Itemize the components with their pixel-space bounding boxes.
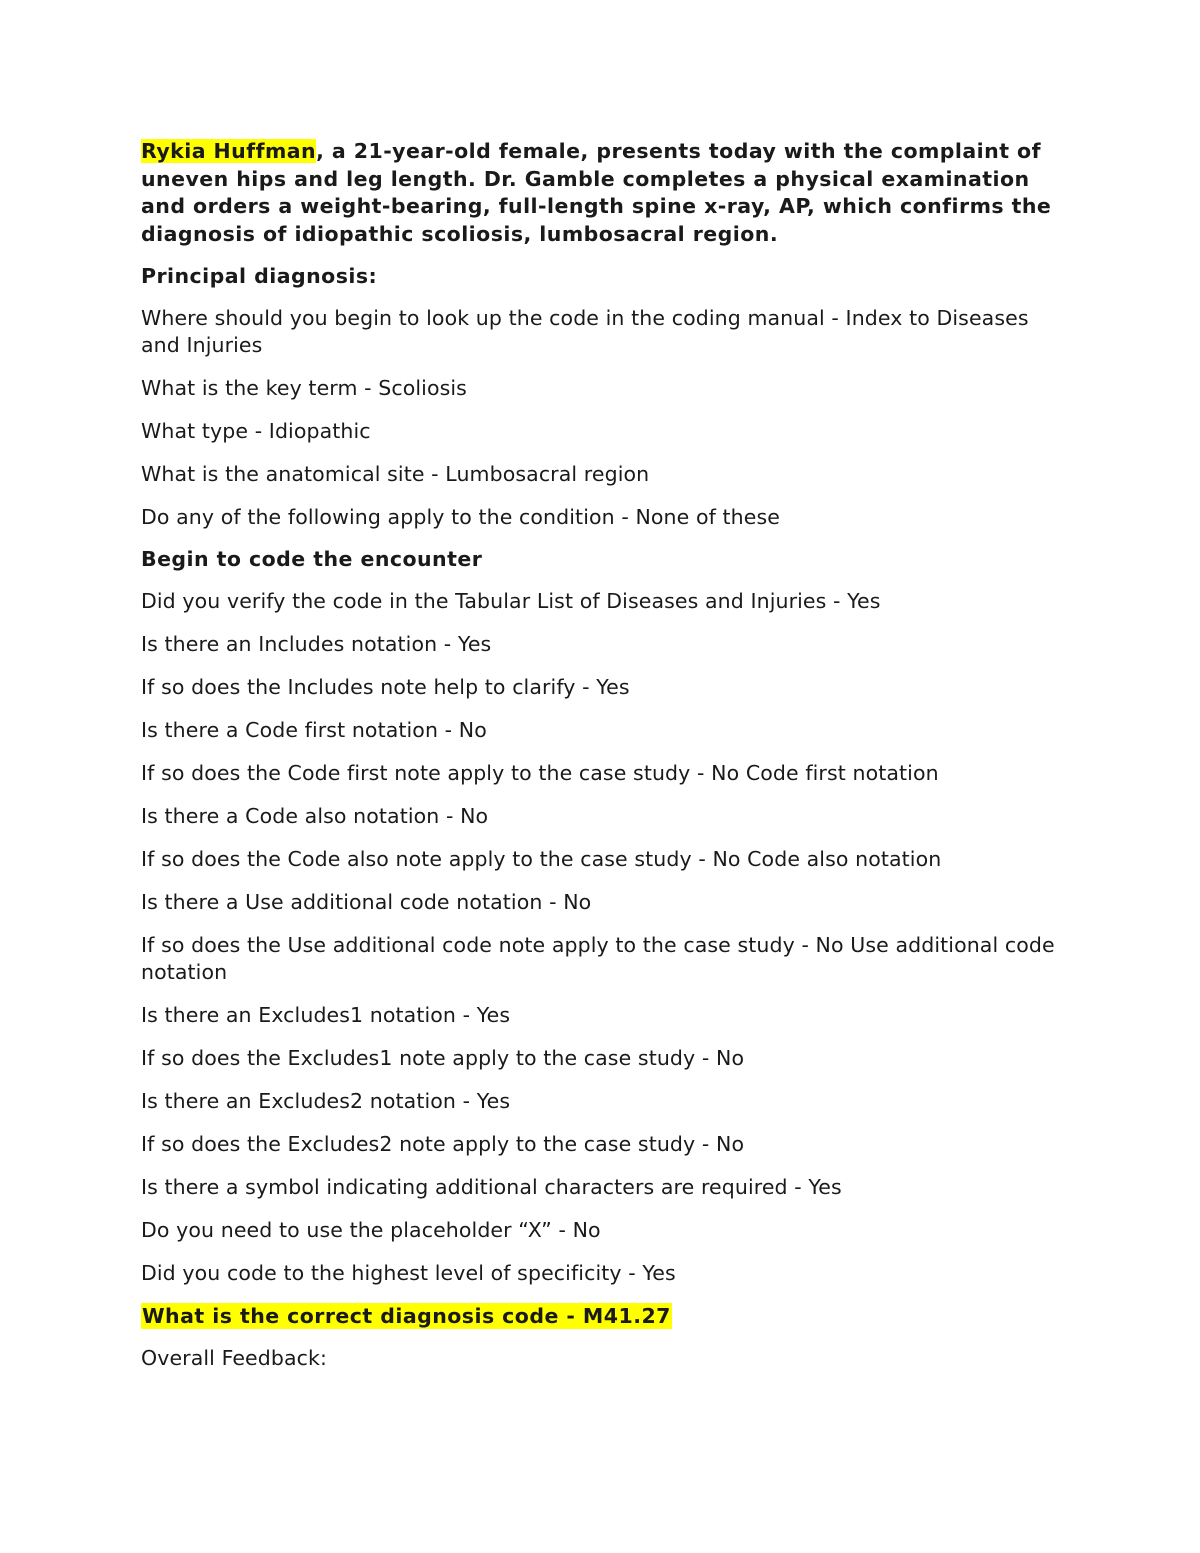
encounter-item: Is there an Excludes2 notation - Yes xyxy=(141,1089,511,1113)
document-page xyxy=(141,138,1061,1388)
encounter-item: If so does the Code first note apply to the case study - No Code first notation xyxy=(141,761,939,785)
encounter-item: If so does the Use additional code note apply to the case study - No Use additional code notation xyxy=(141,933,1055,984)
principal-item: Where should you begin to look up the code in the coding manual - Index to Diseases and Injuries xyxy=(141,306,1029,357)
encounter-item: Do you need to use the placeholder “X” - No xyxy=(141,1218,601,1242)
principal-diagnosis-heading: Principal diagnosis: xyxy=(141,264,378,288)
case-description: , a 21-year-old female, presents today with the complaint of uneven hips and leg length. Dr. Gamble completes a physical examination and orders a weight-bearing, full-length spine x-ray, AP, which confirms the diagnosis of idiopathic scoliosis, lumbosacral region. xyxy=(141,139,1052,246)
encounter-item: Is there a Code also notation - No xyxy=(141,804,489,828)
patient-name: Rykia Huffman xyxy=(141,139,317,163)
case-intro xyxy=(141,138,1061,248)
principal-item: What is the anatomical site - Lumbosacral region xyxy=(141,462,650,486)
diagnosis-code-highlight: What is the correct diagnosis code - M41.27 xyxy=(142,1304,671,1328)
overall-feedback: Overall Feedback: xyxy=(141,1346,328,1370)
encounter-item: If so does the Excludes1 note apply to the case study - No xyxy=(141,1046,745,1070)
principal-item: What is the key term - Scoliosis xyxy=(141,376,467,400)
principal-item: Do any of the following apply to the condition - None of these xyxy=(141,505,780,529)
encounter-item: If so does the Excludes2 note apply to the case study - No xyxy=(141,1132,745,1156)
encounter-item: Did you code to the highest level of specificity - Yes xyxy=(141,1261,676,1285)
encounter-item: Is there a symbol indicating additional characters are required - Yes xyxy=(141,1175,842,1199)
encounter-item: Is there a Code first notation - No xyxy=(141,718,487,742)
principal-item: What type - Idiopathic xyxy=(141,419,371,443)
encounter-item: Is there an Includes notation - Yes xyxy=(141,632,492,656)
encounter-item: If so does the Includes note help to clarify - Yes xyxy=(141,675,630,699)
encounter-heading: Begin to code the encounter xyxy=(141,547,483,571)
encounter-item: Did you verify the code in the Tabular List of Diseases and Injuries - Yes xyxy=(141,589,881,613)
diagnosis-code-answer xyxy=(141,1303,1061,1330)
encounter-item: Is there an Excludes1 notation - Yes xyxy=(141,1003,511,1027)
encounter-item: Is there a Use additional code notation - No xyxy=(141,890,592,914)
encounter-item: If so does the Code also note apply to the case study - No Code also notation xyxy=(141,847,942,871)
